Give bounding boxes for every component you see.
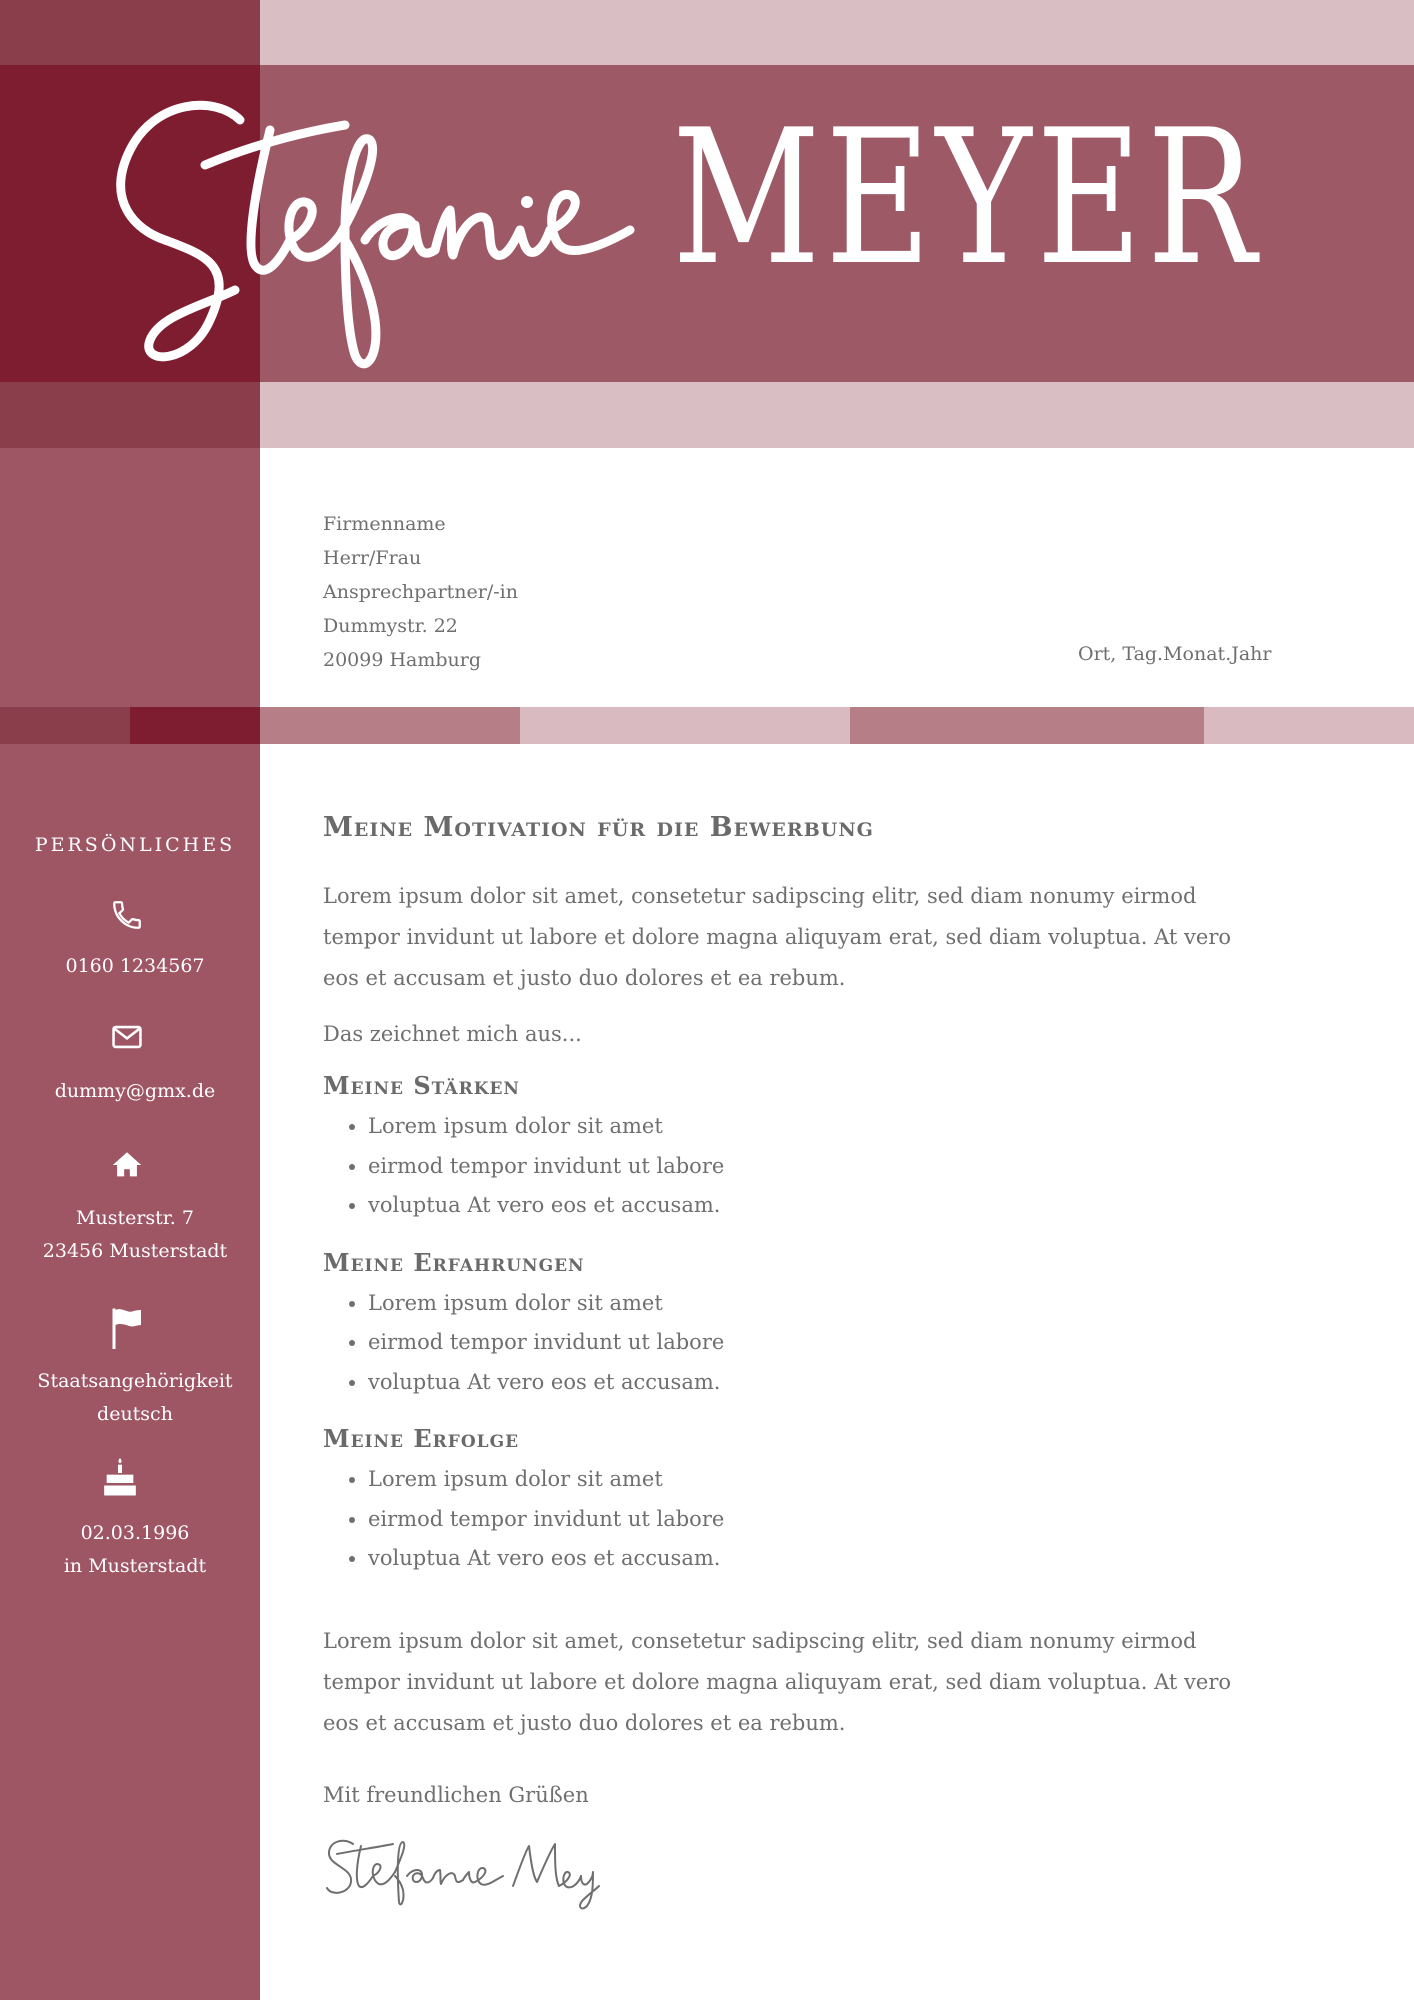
last-name: MEYER xyxy=(672,89,1261,306)
birth-place: in Musterstadt xyxy=(63,1555,207,1577)
birthday-cake-icon xyxy=(100,1456,140,1500)
recipient-line: Firmenname xyxy=(323,513,446,535)
section-title-strengths: Meine Stärken xyxy=(323,1071,520,1100)
list-item: • Lorem ipsum dolor sit amet xyxy=(368,1107,1263,1147)
letter-body xyxy=(323,808,1263,1916)
phone-number: 0160 1234567 xyxy=(65,955,205,977)
signature xyxy=(323,1832,603,1912)
stripe-segment xyxy=(850,707,1204,744)
stripe-segment xyxy=(130,707,260,744)
nationality-label: Staatsangehörigkeit xyxy=(37,1370,233,1392)
recipient-line: Ansprechpartner/-in xyxy=(323,581,518,603)
stripe-segment xyxy=(0,707,130,744)
strengths-list xyxy=(323,1107,1263,1226)
letter-date: Ort, Tag.Monat.Jahr xyxy=(1078,643,1272,665)
recipient-line: Herr/Frau xyxy=(323,547,422,569)
list-item: • voluptua At vero eos et accusam. xyxy=(368,1539,1263,1579)
outro-paragraph: Lorem ipsum dolor sit amet, consetetur sadipscing elitr, sed diam nonumy eirmod tempor invidunt ut labore et dolore magna aliquyam erat, sed diam voluptua. At vero eos et accusam et justo duo dolores et ea rebum. xyxy=(323,1628,1232,1735)
letter-heading: Meine Motivation für die Bewerbung xyxy=(323,812,874,843)
house-icon xyxy=(110,1148,144,1182)
list-item: • eirmod tempor invidunt ut labore xyxy=(368,1500,1263,1540)
header-band-bottom xyxy=(260,382,1414,448)
header-corner-bottom xyxy=(0,382,260,448)
list-item: • Lorem ipsum dolor sit amet xyxy=(368,1284,1263,1324)
stripe-segment xyxy=(1204,707,1414,744)
recipient-line: Dummystr. 22 xyxy=(323,615,458,637)
header-band-top xyxy=(260,0,1414,65)
closing-greeting: Mit freundlichen Grüßen xyxy=(323,1782,589,1807)
header-corner-top xyxy=(0,0,260,65)
birth-date: 02.03.1996 xyxy=(80,1522,190,1544)
recipient-line: 20099 Hamburg xyxy=(323,649,482,671)
sidebar-title: PERSÖNLICHES xyxy=(34,834,236,856)
list-item: • eirmod tempor invidunt ut labore xyxy=(368,1323,1263,1363)
section-title-achievements: Meine Erfolge xyxy=(323,1424,520,1453)
achievements-list xyxy=(323,1460,1263,1579)
intro-paragraph: Lorem ipsum dolor sit amet, consetetur sadipscing elitr, sed diam nonumy eirmod tempor invidunt ut labore et dolore magna aliquyam erat, sed diam voluptua. At vero eos et accusam et justo duo dolores et ea rebum. xyxy=(323,884,1232,990)
list-item: • eirmod tempor invidunt ut labore xyxy=(368,1147,1263,1187)
nationality-value: deutsch xyxy=(97,1403,173,1425)
list-item: • voluptua At vero eos et accusam. xyxy=(368,1186,1263,1226)
first-name-script xyxy=(95,90,655,380)
list-item: • Lorem ipsum dolor sit amet xyxy=(368,1460,1263,1500)
lead-text: Das zeichnet mich aus... xyxy=(323,1022,582,1046)
stripe-segment xyxy=(520,707,850,744)
stripe-segment xyxy=(260,707,520,744)
phone-icon xyxy=(110,898,144,932)
home-address-city: 23456 Musterstadt xyxy=(42,1240,228,1262)
email-address: dummy@gmx.de xyxy=(54,1080,216,1102)
recipient-address xyxy=(323,507,518,677)
home-address-street: Musterstr. 7 xyxy=(76,1207,194,1229)
experience-list xyxy=(323,1284,1263,1403)
section-title-experience: Meine Erfahrungen xyxy=(323,1247,585,1277)
list-item: • voluptua At vero eos et accusam. xyxy=(368,1363,1263,1403)
envelope-icon xyxy=(110,1020,144,1054)
flag-icon xyxy=(108,1305,144,1351)
